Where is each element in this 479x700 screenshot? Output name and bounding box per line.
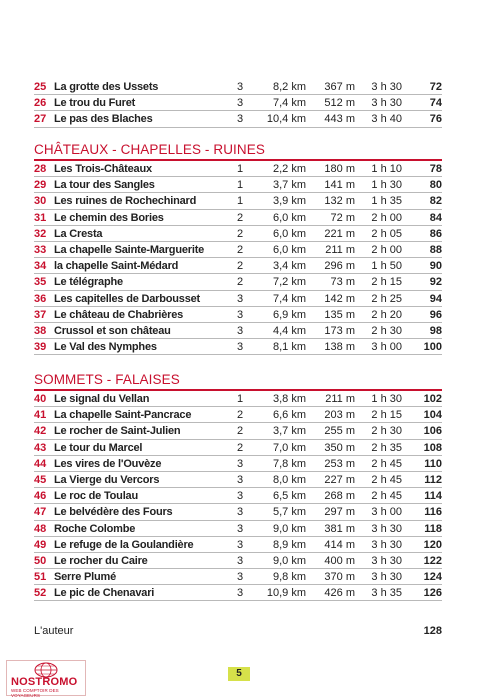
difficulty-level: 3 [237, 341, 244, 354]
difficulty-level: 1 [237, 179, 244, 192]
duration: 1 h 30 [371, 179, 402, 192]
distance: 7,4 km [272, 97, 306, 110]
elevation-gain: 141 m [324, 179, 355, 192]
route-title: Le château de Chabrières [54, 308, 184, 321]
route-row-40[interactable] [34, 391, 442, 407]
folio-page-number: 5 [228, 667, 250, 681]
route-number: 37 [34, 308, 47, 321]
difficulty-level: 3 [237, 473, 244, 486]
route-title: Le tour du Marcel [54, 441, 143, 454]
route-row-27[interactable] [34, 111, 442, 127]
route-title: Crussol et son château [54, 324, 171, 337]
route-title: Le refuge de la Goulandière [54, 538, 194, 551]
route-title: Le télégraphe [54, 276, 123, 289]
distance: 8,9 km [272, 538, 306, 551]
elevation-gain: 350 m [324, 441, 355, 454]
distance: 10,9 km [266, 587, 306, 600]
route-title: Le pas des Blaches [54, 113, 153, 126]
duration: 2 h 45 [371, 473, 402, 486]
elevation-gain: 367 m [324, 81, 355, 93]
difficulty-level: 2 [237, 441, 244, 454]
difficulty-level: 3 [237, 113, 244, 126]
route-row-43[interactable] [34, 440, 442, 456]
page-number: 98 [429, 324, 442, 337]
distance: 10,4 km [266, 113, 306, 126]
page-number: 108 [423, 441, 442, 454]
route-title: Serre Plumé [54, 571, 117, 584]
duration: 1 h 35 [371, 195, 402, 208]
elevation-gain: 142 m [324, 292, 355, 305]
duration: 3 h 30 [371, 538, 402, 551]
nostromo-watermark [6, 660, 86, 696]
distance: 3,9 km [272, 195, 306, 208]
duration: 2 h 25 [371, 292, 402, 305]
page-number: 110 [424, 457, 442, 470]
page-number: 84 [429, 211, 442, 224]
route-number: 35 [34, 276, 47, 289]
route-row-41[interactable] [34, 407, 442, 423]
difficulty-level: 2 [237, 409, 244, 422]
duration: 3 h 30 [371, 554, 402, 567]
route-title: la chapelle Saint-Médard [54, 260, 179, 273]
distance: 3,7 km [272, 179, 306, 192]
duration: 2 h 20 [371, 308, 402, 321]
page-number: 80 [429, 179, 442, 192]
route-row-33[interactable] [34, 242, 442, 258]
route-number: 30 [34, 195, 47, 208]
elevation-gain: 132 m [324, 195, 355, 208]
page-number: 102 [423, 393, 442, 405]
route-title: Le rocher de Saint-Julien [54, 425, 181, 438]
duration: 2 h 35 [371, 441, 402, 454]
route-row-52[interactable] [34, 585, 442, 601]
page-number: 116 [424, 506, 442, 519]
elevation-gain: 381 m [324, 522, 355, 535]
route-list-sommets [34, 391, 442, 601]
duration: 3 h 00 [371, 341, 402, 354]
duration: 2 h 00 [371, 243, 402, 256]
elevation-gain: 400 m [324, 554, 355, 567]
page-number: 76 [429, 113, 442, 126]
route-number: 28 [34, 163, 47, 175]
route-row-25[interactable] [34, 79, 442, 95]
difficulty-level: 3 [237, 324, 244, 337]
route-row-51[interactable] [34, 569, 442, 585]
route-number: 43 [34, 441, 47, 454]
duration: 2 h 15 [371, 409, 402, 422]
elevation-gain: 268 m [324, 490, 355, 503]
distance: 3,8 km [272, 393, 306, 405]
section-title-sommets: SOMMETS - FALAISES [34, 372, 180, 387]
difficulty-level: 3 [237, 554, 244, 567]
page-number: 92 [429, 276, 442, 289]
route-row-47[interactable] [34, 504, 442, 520]
duration: 3 h 30 [371, 522, 402, 535]
route-number: 46 [34, 490, 47, 503]
route-row-31[interactable] [34, 210, 442, 226]
route-number: 48 [34, 522, 47, 535]
difficulty-level: 2 [237, 425, 244, 438]
route-title: Le signal du Vellan [54, 393, 150, 405]
route-row-50[interactable] [34, 553, 442, 569]
route-row-34[interactable] [34, 258, 442, 274]
elevation-gain: 203 m [324, 409, 355, 422]
distance: 6,0 km [272, 243, 306, 256]
route-number: 25 [34, 81, 47, 93]
elevation-gain: 180 m [324, 163, 355, 175]
difficulty-level: 3 [237, 490, 244, 503]
route-row-37[interactable] [34, 307, 442, 323]
author-label: L'auteur [34, 625, 74, 637]
elevation-gain: 221 m [324, 227, 355, 240]
difficulty-level: 3 [237, 81, 244, 93]
route-row-29[interactable] [34, 177, 442, 193]
page-number: 120 [423, 538, 442, 551]
page-number: 104 [423, 409, 442, 422]
elevation-gain: 512 m [324, 97, 355, 110]
route-number: 31 [34, 211, 47, 224]
route-number: 33 [34, 243, 47, 256]
page-number: 86 [429, 227, 442, 240]
route-title: Le rocher du Caire [54, 554, 148, 567]
elevation-gain: 138 m [324, 341, 355, 354]
route-number: 41 [34, 409, 47, 422]
difficulty-level: 3 [237, 292, 244, 305]
difficulty-level: 2 [237, 211, 244, 224]
route-row-49[interactable] [34, 537, 442, 553]
duration: 2 h 00 [371, 211, 402, 224]
route-list-group-1 [34, 79, 442, 128]
route-number: 27 [34, 113, 47, 126]
duration: 2 h 45 [371, 490, 402, 503]
difficulty-level: 1 [237, 163, 244, 175]
distance: 8,0 km [272, 473, 306, 486]
route-number: 40 [34, 393, 47, 405]
distance: 8,2 km [272, 81, 306, 93]
route-title: Le Val des Nymphes [54, 341, 157, 354]
watermark-tagline: WEB COMPTOIR DES VOYAGEURS [11, 688, 59, 698]
route-row-38[interactable] [34, 323, 442, 339]
route-row-45[interactable] [34, 472, 442, 488]
route-row-35[interactable] [34, 274, 442, 290]
page-number: 100 [423, 341, 442, 354]
route-number: 50 [34, 554, 47, 567]
elevation-gain: 296 m [324, 260, 355, 273]
elevation-gain: 73 m [330, 276, 355, 289]
route-row-32[interactable] [34, 226, 442, 242]
distance: 7,2 km [272, 276, 306, 289]
difficulty-level: 2 [237, 276, 244, 289]
distance: 9,0 km [272, 522, 306, 535]
route-row-30[interactable] [34, 193, 442, 209]
distance: 8,1 km [272, 341, 306, 354]
watermark-name: NOSTROMO [11, 676, 78, 688]
route-row-42[interactable] [34, 423, 442, 439]
route-number: 42 [34, 425, 47, 438]
page-number: 94 [429, 292, 442, 305]
route-number: 44 [34, 457, 47, 470]
duration: 1 h 50 [371, 260, 402, 273]
difficulty-level: 3 [237, 506, 244, 519]
duration: 3 h 00 [371, 506, 402, 519]
duration: 3 h 30 [371, 81, 402, 93]
elevation-gain: 227 m [324, 473, 355, 486]
route-number: 32 [34, 227, 47, 240]
route-title: Le chemin des Bories [54, 211, 164, 224]
route-title: La chapelle Saint-Pancrace [54, 409, 192, 422]
section-title-chateaux: CHÂTEAUX - CHAPELLES - RUINES [34, 142, 265, 157]
distance: 9,8 km [272, 571, 306, 584]
route-row-36[interactable] [34, 291, 442, 307]
route-title: La Cresta [54, 227, 103, 240]
route-number: 29 [34, 179, 47, 192]
route-title: Le pic de Chenavari [54, 587, 155, 600]
page-number: 112 [424, 473, 442, 486]
elevation-gain: 135 m [324, 308, 355, 321]
route-row-26[interactable] [34, 95, 442, 111]
duration: 2 h 30 [371, 324, 402, 337]
route-title: La grotte des Ussets [54, 81, 159, 93]
duration: 2 h 30 [371, 425, 402, 438]
route-title: Les ruines de Rochechinard [54, 195, 197, 208]
route-title: Le trou du Furet [54, 97, 136, 110]
distance: 7,4 km [272, 292, 306, 305]
distance: 6,0 km [272, 211, 306, 224]
route-number: 34 [34, 260, 47, 273]
difficulty-level: 2 [237, 243, 244, 256]
distance: 6,6 km [272, 409, 306, 422]
distance: 4,4 km [272, 324, 306, 337]
elevation-gain: 297 m [324, 506, 355, 519]
distance: 6,0 km [272, 227, 306, 240]
distance: 6,9 km [272, 308, 306, 321]
duration: 3 h 35 [371, 587, 402, 600]
page-number: 118 [424, 522, 442, 535]
distance: 2,2 km [272, 163, 306, 175]
elevation-gain: 173 m [324, 324, 355, 337]
route-list-chateaux [34, 161, 442, 355]
route-title: Les Trois-Châteaux [54, 163, 152, 175]
distance: 3,7 km [272, 425, 306, 438]
author-page-number: 128 [423, 625, 442, 637]
page-number: 96 [429, 308, 442, 321]
duration: 3 h 40 [371, 113, 402, 126]
page-number: 124 [423, 571, 442, 584]
route-number: 52 [34, 587, 47, 600]
page-number: 72 [429, 81, 442, 93]
distance: 5,7 km [272, 506, 306, 519]
difficulty-level: 3 [237, 538, 244, 551]
duration: 3 h 30 [371, 571, 402, 584]
route-title: La chapelle Sainte-Marguerite [54, 243, 205, 256]
page-number: 126 [423, 587, 442, 600]
difficulty-level: 1 [237, 195, 244, 208]
page-number: 74 [429, 97, 442, 110]
difficulty-level: 3 [237, 308, 244, 321]
route-number: 49 [34, 538, 47, 551]
elevation-gain: 72 m [330, 211, 355, 224]
route-title: La Vierge du Vercors [54, 473, 160, 486]
distance: 7,0 km [272, 441, 306, 454]
route-title: Le belvédère des Fours [54, 506, 173, 519]
duration: 1 h 30 [371, 393, 402, 405]
page-number: 106 [423, 425, 442, 438]
duration: 2 h 45 [371, 457, 402, 470]
duration: 2 h 15 [371, 276, 402, 289]
difficulty-level: 2 [237, 227, 244, 240]
duration: 3 h 30 [371, 97, 402, 110]
route-title: Le roc de Toulau [54, 490, 138, 503]
difficulty-level: 3 [237, 522, 244, 535]
elevation-gain: 211 m [325, 393, 355, 405]
duration: 2 h 05 [371, 227, 402, 240]
elevation-gain: 370 m [324, 571, 355, 584]
route-title: Les vires de l'Ouvèze [54, 457, 162, 470]
route-row-44[interactable] [34, 456, 442, 472]
difficulty-level: 3 [237, 97, 244, 110]
distance: 7,8 km [272, 457, 306, 470]
route-row-46[interactable] [34, 488, 442, 504]
distance: 6,5 km [272, 490, 306, 503]
difficulty-level: 3 [237, 587, 244, 600]
route-number: 45 [34, 473, 47, 486]
page-number: 122 [423, 554, 442, 567]
page-number: 90 [429, 260, 442, 273]
route-number: 26 [34, 97, 47, 110]
elevation-gain: 414 m [324, 538, 355, 551]
page-number: 88 [429, 243, 442, 256]
route-row-28[interactable] [34, 161, 442, 177]
route-row-39[interactable] [34, 339, 442, 355]
route-row-48[interactable] [34, 521, 442, 537]
elevation-gain: 443 m [324, 113, 355, 126]
route-title: Les capitelles de Darbousset [54, 292, 201, 305]
page-number: 82 [429, 195, 442, 208]
page-number: 78 [429, 163, 442, 175]
route-number: 47 [34, 506, 47, 519]
route-number: 51 [34, 571, 47, 584]
page-number: 114 [424, 490, 442, 503]
distance: 9,0 km [272, 554, 306, 567]
duration: 1 h 10 [371, 163, 402, 175]
difficulty-level: 2 [237, 260, 244, 273]
difficulty-level: 3 [237, 571, 244, 584]
difficulty-level: 1 [237, 393, 244, 405]
elevation-gain: 253 m [324, 457, 355, 470]
elevation-gain: 255 m [324, 425, 355, 438]
distance: 3,4 km [272, 260, 306, 273]
route-number: 36 [34, 292, 47, 305]
elevation-gain: 426 m [324, 587, 355, 600]
route-title: Roche Colombe [54, 522, 136, 535]
route-title: La tour des Sangles [54, 179, 155, 192]
elevation-gain: 211 m [325, 243, 355, 256]
route-number: 39 [34, 341, 47, 354]
route-number: 38 [34, 324, 47, 337]
difficulty-level: 3 [237, 457, 244, 470]
